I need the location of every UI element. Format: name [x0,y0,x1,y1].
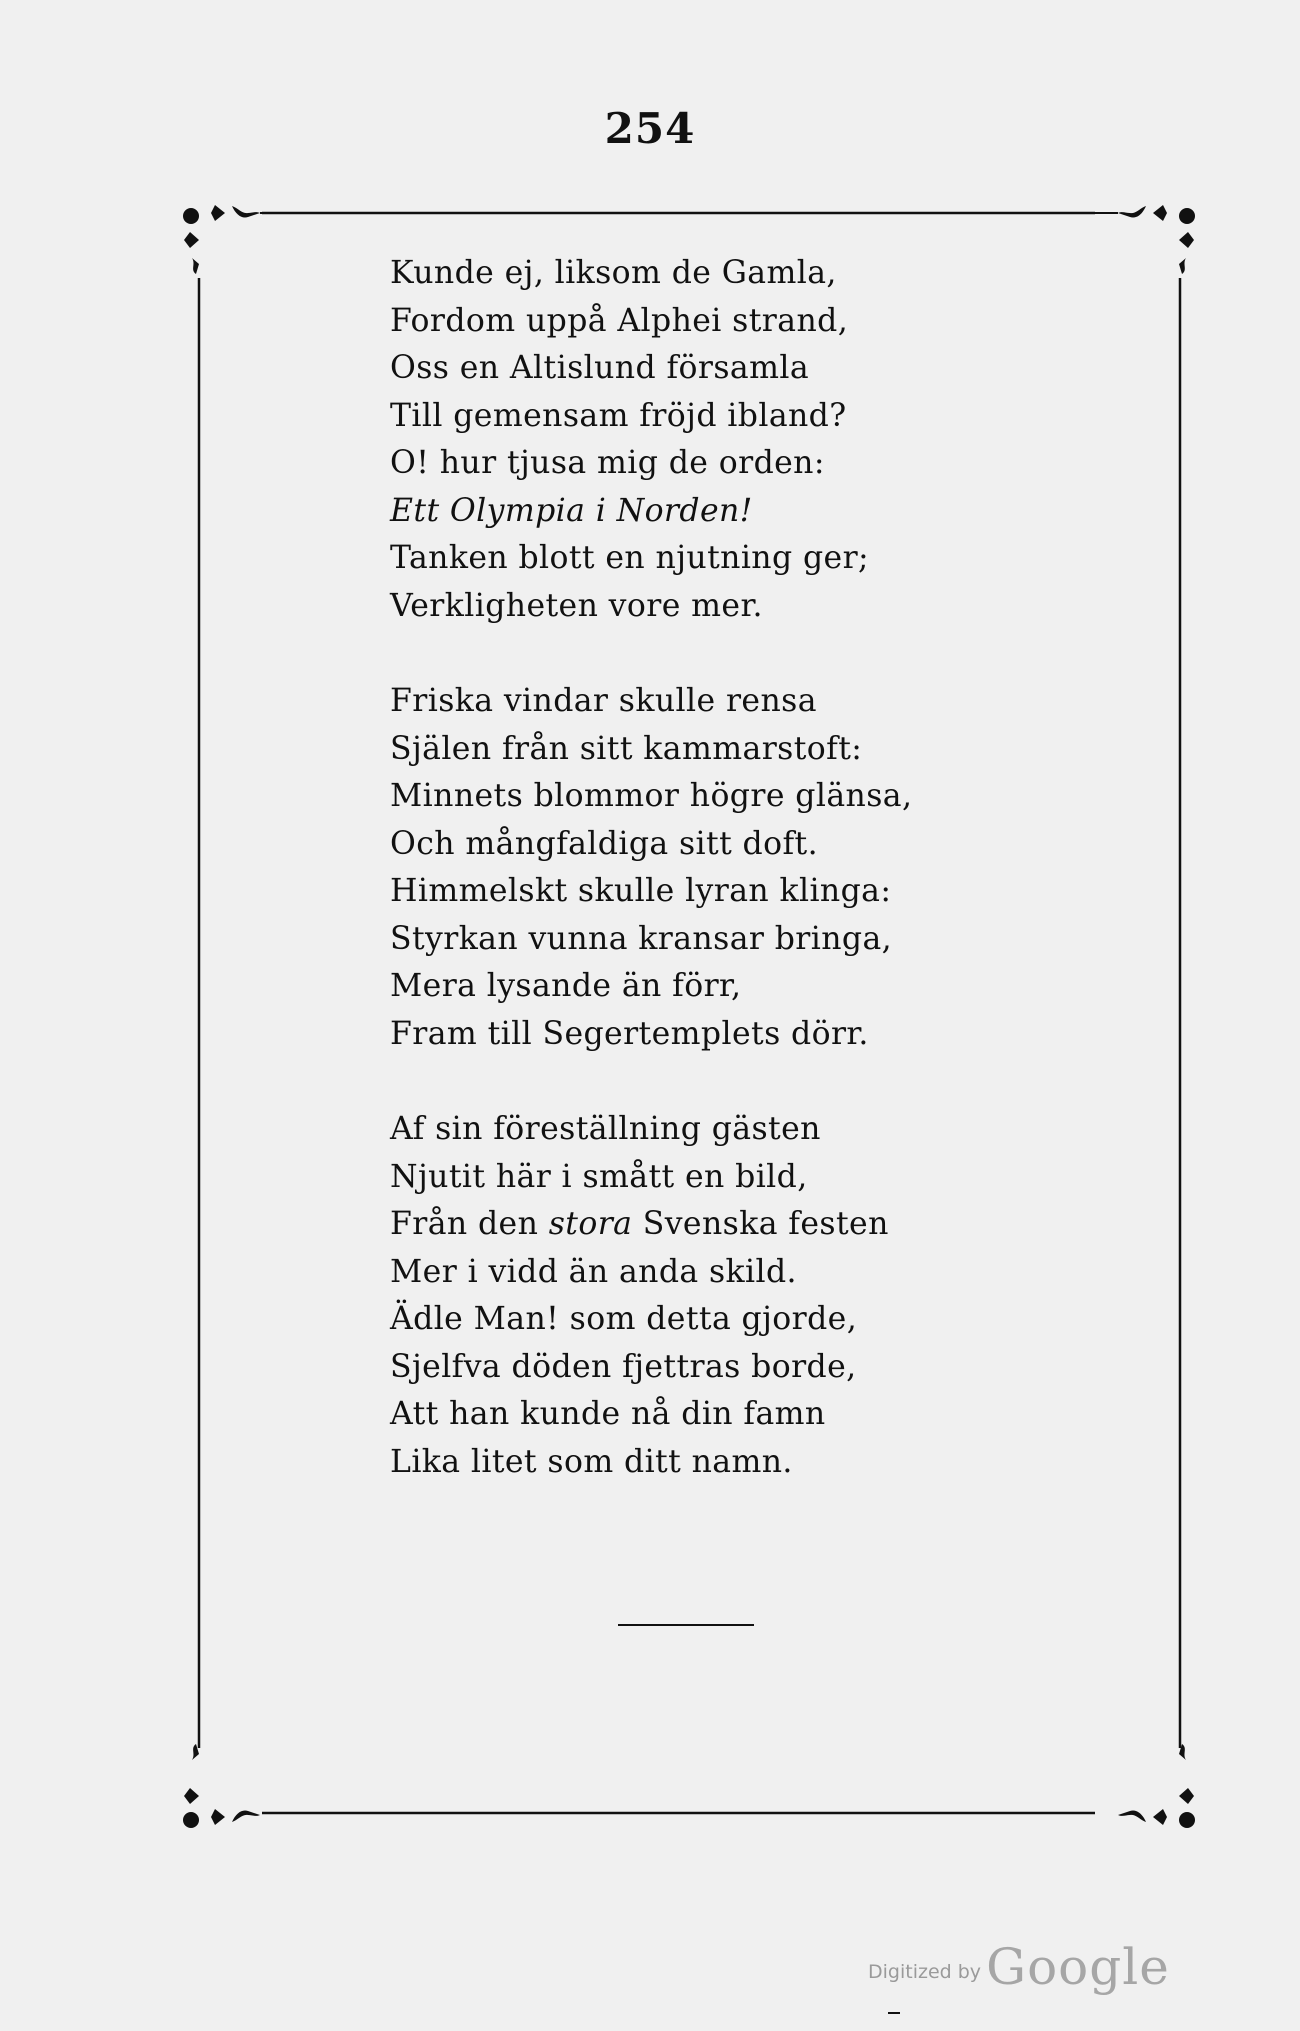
stanza-3 [390,1106,950,1486]
footer-dash [888,2012,900,2014]
line-text: Mer i vidd än anda skild. [390,1253,797,1290]
stanza-2 [390,678,950,1058]
line-text: Sjelfva döden fjettras borde, [390,1348,857,1385]
line-text: Mera lysande än förr, [390,968,742,1004]
line-text: Friska vindar skulle rensa [390,683,817,719]
line-text: Och mångfaldiga sitt doft. [390,825,819,862]
poem-line [390,1344,950,1392]
poem-line [390,821,950,869]
line-text: Till gemensam fröjd ibland? [390,397,847,434]
line-text: Att han kunde nå din famn [390,1396,826,1432]
poem-line [390,583,950,631]
poem-line [390,1296,950,1344]
page-number: 254 [604,104,696,153]
poem-line [390,298,950,346]
line-text: Verkligheten vore mer. [390,587,763,624]
poem-line [390,250,950,298]
poem-line [390,726,950,774]
poem-line [390,1201,950,1249]
poem-line [390,488,950,536]
poem-line [390,868,950,916]
digitized-watermark [868,1938,1170,1996]
corner-ornament-top-right-icon [1093,205,1195,274]
stanza-1 [390,250,950,630]
line-text: Fordom uppå Alphei strand, [390,302,849,339]
line-text: Från den [390,1206,549,1242]
poem-line [390,773,950,821]
line-text: Ädle Man! som detta gjorde, [390,1301,858,1337]
end-rule [618,1624,754,1626]
corner-ornament-bottom-right-icon [1118,1744,1195,1828]
line-text: Himmelskt skulle lyran klinga: [390,873,892,909]
line-text: Tanken blott en njutning ger; [390,540,870,576]
corner-ornament-top-left-icon [183,205,285,274]
corner-ornament-bottom-left-icon [183,1744,260,1828]
watermark-brand: Google [986,1938,1170,1996]
poem-line [390,1106,950,1154]
poem-line [390,1011,950,1059]
line-text: Lika litet som ditt namn. [390,1443,793,1480]
poem-line [390,345,950,393]
line-text: Kunde ej, liksom de Gamla, [390,255,837,291]
line-text: Minnets blommor högre glänsa, [390,778,913,814]
line-text-italic: stora [548,1206,633,1242]
poem-line [390,440,950,488]
poem-line [390,393,950,441]
line-text: Styrkan vunna kransar bringa, [390,920,893,957]
line-text: Njutit här i smått en bild, [390,1158,808,1195]
poem-line [390,678,950,726]
watermark-prefix: Digitized by [868,1961,982,1983]
poem-line [390,1391,950,1439]
poem-line [390,535,950,583]
poem-line [390,916,950,964]
poem-line [390,1249,950,1297]
line-text: O! hur tjusa mig de orden: [390,445,825,481]
line-text: Fram till Segertemplets dörr. [390,1015,869,1052]
poem-line [390,963,950,1011]
line-text-italic: Ett Olympia i Norden! [390,492,753,529]
line-text: Svenska festen [632,1206,889,1242]
poem-body [390,250,950,1534]
poem-line [390,1154,950,1202]
poem-line [390,1439,950,1487]
line-text: Oss en Altislund församla [390,350,810,386]
line-text: Själen från sitt kammarstoft: [390,730,863,767]
line-text: Af sin föreställning gästen [390,1111,821,1147]
